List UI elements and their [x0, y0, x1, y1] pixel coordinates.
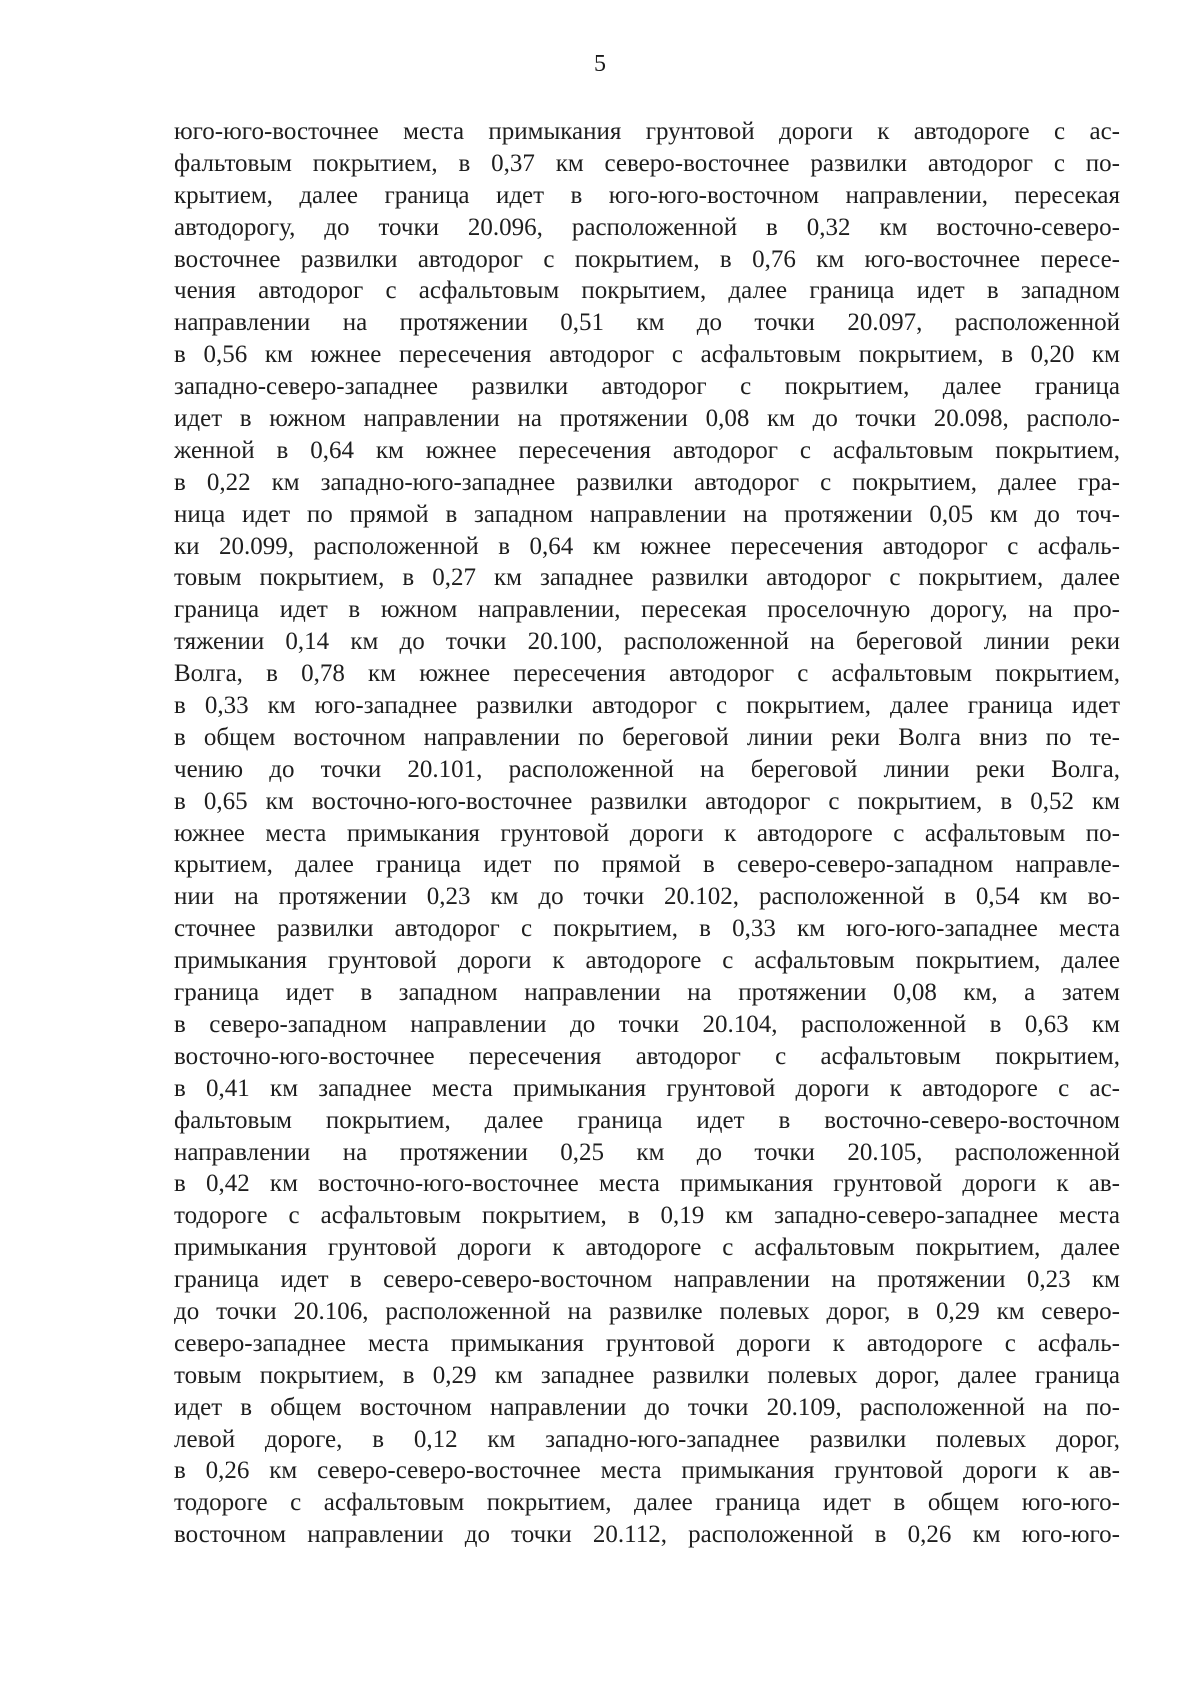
text-line: Волга, в 0,78 км южнее пересечения автодорог с асфальтовым покрытием,: [174, 660, 1120, 688]
text-line: в 0,22 км западно-юго-западнее развилки автодорог с покрытием, далее гра-: [174, 468, 1120, 496]
page-number: 5: [594, 51, 606, 77]
text-line: товым покрытием, в 0,27 км западнее развилки автодорог с покрытием, далее: [174, 564, 1120, 592]
text-line: восточно-юго-восточнее пересечения автодорог с асфальтовым покрытием,: [174, 1042, 1120, 1070]
text-line: в общем восточном направлении по береговой линии реки Волга вниз по те-: [174, 723, 1120, 751]
text-line: крытием, далее граница идет в юго-юго-восточном направлении, пересекая: [174, 181, 1120, 209]
text-line: граница идет в южном направлении, пересекая проселочную дорогу, на про-: [174, 596, 1120, 624]
text-line: примыкания грунтовой дороги к автодороге с асфальтовым покрытием, далее: [174, 947, 1120, 975]
body-text: [174, 116, 1120, 1551]
text-line: западно-северо-западнее развилки автодорог с покрытием, далее граница: [174, 373, 1120, 401]
text-line: тяжении 0,14 км до точки 20.100, расположенной на береговой линии реки: [174, 628, 1120, 656]
text-line: фальтовым покрытием, далее граница идет в восточно-северо-восточном: [174, 1106, 1120, 1134]
text-line: северо-западнее места примыкания грунтовой дороги к автодороге с асфаль-: [174, 1329, 1120, 1357]
text-line: в 0,41 км западнее места примыкания грунтовой дороги к автодороге с ас-: [174, 1074, 1120, 1102]
text-line: фальтовым покрытием, в 0,37 км северо-восточнее развилки автодорог с по-: [174, 149, 1120, 177]
text-line: направлении на протяжении 0,51 км до точки 20.097, расположенной: [174, 309, 1120, 337]
text-line: идет в общем восточном направлении до точки 20.109, расположенной на по-: [174, 1393, 1120, 1421]
text-line: в 0,42 км восточно-юго-восточнее места примыкания грунтовой дороги к ав-: [174, 1170, 1120, 1198]
text-line: женной в 0,64 км южнее пересечения автодорог с асфальтовым покрытием,: [174, 436, 1120, 464]
text-line: восточном направлении до точки 20.112, расположенной в 0,26 км юго-юго-: [174, 1521, 1120, 1549]
text-line: автодорогу, до точки 20.096, расположенной в 0,32 км восточно-северо-: [174, 213, 1120, 241]
text-line: нии на протяжении 0,23 км до точки 20.102, расположенной в 0,54 км во-: [174, 883, 1120, 911]
text-line: в северо-западном направлении до точки 20.104, расположенной в 0,63 км: [174, 1010, 1120, 1038]
text-line: идет в южном направлении на протяжении 0,08 км до точки 20.098, располо-: [174, 405, 1120, 433]
text-line: тодороге с асфальтовым покрытием, в 0,19 км западно-северо-западнее места: [174, 1202, 1120, 1230]
text-line: чения автодорог с асфальтовым покрытием, далее граница идет в западном: [174, 277, 1120, 305]
text-line: крытием, далее граница идет по прямой в северо-северо-западном направле-: [174, 851, 1120, 879]
text-line: граница идет в западном направлении на протяжении 0,08 км, а затем: [174, 979, 1120, 1007]
text-line: примыкания грунтовой дороги к автодороге с асфальтовым покрытием, далее: [174, 1234, 1120, 1262]
text-line: направлении на протяжении 0,25 км до точки 20.105, расположенной: [174, 1138, 1120, 1166]
text-line: в 0,65 км восточно-юго-восточнее развилки автодорог с покрытием, в 0,52 км: [174, 787, 1120, 815]
text-line: восточнее развилки автодорог с покрытием, в 0,76 км юго-восточнее пересе-: [174, 245, 1120, 273]
text-line: чению до точки 20.101, расположенной на береговой линии реки Волга,: [174, 755, 1120, 783]
text-line: ки 20.099, расположенной в 0,64 км южнее пересечения автодорог с асфаль-: [174, 532, 1120, 560]
text-line: южнее места примыкания грунтовой дороги к автодороге с асфальтовым по-: [174, 819, 1120, 847]
text-line: в 0,33 км юго-западнее развилки автодорог с покрытием, далее граница идет: [174, 692, 1120, 720]
text-line: ница идет по прямой в западном направлении на протяжении 0,05 км до точ-: [174, 500, 1120, 528]
text-line: тодороге с асфальтовым покрытием, далее граница идет в общем юго-юго-: [174, 1489, 1120, 1517]
text-line: юго-юго-восточнее места примыкания грунтовой дороги к автодороге с ас-: [174, 118, 1120, 145]
text-line: до точки 20.106, расположенной на развилке полевых дорог, в 0,29 км северо-: [174, 1297, 1120, 1325]
text-line: граница идет в северо-северо-восточном направлении на протяжении 0,23 км: [174, 1266, 1120, 1294]
text-line: в 0,26 км северо-северо-восточнее места примыкания грунтовой дороги к ав-: [174, 1457, 1120, 1485]
text-line: в 0,56 км южнее пересечения автодорог с асфальтовым покрытием, в 0,20 км: [174, 341, 1120, 369]
text-line: сточнее развилки автодорог с покрытием, в 0,33 км юго-юго-западнее места: [174, 915, 1120, 943]
text-line: товым покрытием, в 0,29 км западнее развилки полевых дорог, далее граница: [174, 1361, 1120, 1389]
text-line: левой дороге, в 0,12 км западно-юго-западнее развилки полевых дорог,: [174, 1425, 1120, 1453]
